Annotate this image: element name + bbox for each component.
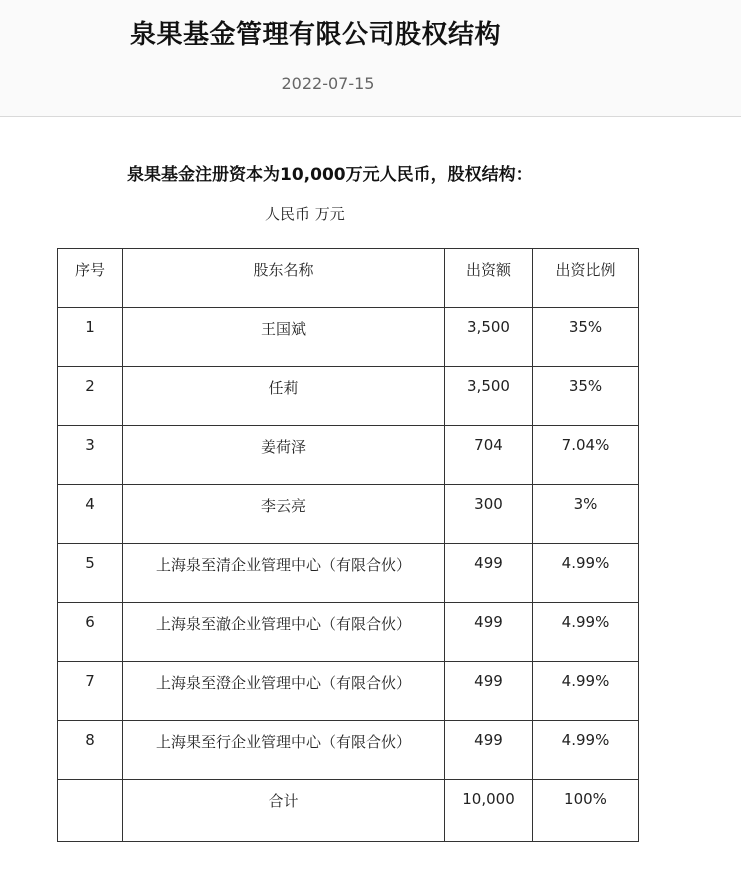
cell-shareholder: 上海泉至清企业管理中心（有限合伙）: [123, 544, 445, 603]
table-row: [58, 603, 639, 662]
cell-shareholder: 姜荷泽: [123, 426, 445, 485]
article-header: [0, 0, 741, 117]
total-label: 合计: [123, 780, 445, 842]
cell-shareholder: 上海泉至澈企业管理中心（有限合伙）: [123, 603, 445, 662]
cell-no: 4: [58, 485, 123, 544]
cell-ratio: 7.04%: [533, 426, 639, 485]
header-shareholder: 股东名称: [123, 249, 445, 308]
cell-ratio: 35%: [533, 367, 639, 426]
table-row: [58, 367, 639, 426]
cell-ratio: 35%: [533, 308, 639, 367]
header-no: 序号: [58, 249, 123, 308]
cell-amount: 499: [445, 662, 533, 721]
cell-amount: 3,500: [445, 367, 533, 426]
table-row: [58, 485, 639, 544]
cell-no: 3: [58, 426, 123, 485]
cell-no: 8: [58, 721, 123, 780]
table-row: [58, 544, 639, 603]
table-row: [58, 426, 639, 485]
equity-table: [57, 248, 639, 842]
header-ratio: 出资比例: [533, 249, 639, 308]
table-row: [58, 662, 639, 721]
cell-shareholder: 上海泉至澄企业管理中心（有限合伙）: [123, 662, 445, 721]
cell-amount: 3,500: [445, 308, 533, 367]
cell-shareholder: 上海果至行企业管理中心（有限合伙）: [123, 721, 445, 780]
cell-ratio: 4.99%: [533, 662, 639, 721]
cell-amount: 499: [445, 544, 533, 603]
article-title: 泉果基金管理有限公司股权结构: [130, 20, 502, 50]
cell-no: 2: [58, 367, 123, 426]
table-row: [58, 721, 639, 780]
cell-no: 6: [58, 603, 123, 662]
unit-label: 人民币 万元: [265, 205, 345, 223]
cell-no: 1: [58, 308, 123, 367]
cell-amount: 704: [445, 426, 533, 485]
cell-shareholder: 任莉: [123, 367, 445, 426]
cell-no: 5: [58, 544, 123, 603]
header-amount: 出资额: [445, 249, 533, 308]
cell-shareholder: 李云亮: [123, 485, 445, 544]
table-header-row: [58, 249, 639, 308]
cell-amount: 499: [445, 721, 533, 780]
total-ratio: 100%: [533, 780, 639, 842]
cell-ratio: 4.99%: [533, 721, 639, 780]
cell-amount: 499: [445, 603, 533, 662]
cell-shareholder: 王国斌: [123, 308, 445, 367]
total-no: [58, 780, 123, 842]
cell-ratio: 4.99%: [533, 544, 639, 603]
cell-amount: 300: [445, 485, 533, 544]
table-row: [58, 308, 639, 367]
cell-no: 7: [58, 662, 123, 721]
intro-text: 泉果基金注册资本为10,000万元人民币，股权结构：: [127, 165, 533, 185]
total-amount: 10,000: [445, 780, 533, 842]
table-total-row: [58, 780, 639, 842]
cell-ratio: 3%: [533, 485, 639, 544]
publish-date: 2022-07-15: [281, 74, 375, 93]
cell-ratio: 4.99%: [533, 603, 639, 662]
